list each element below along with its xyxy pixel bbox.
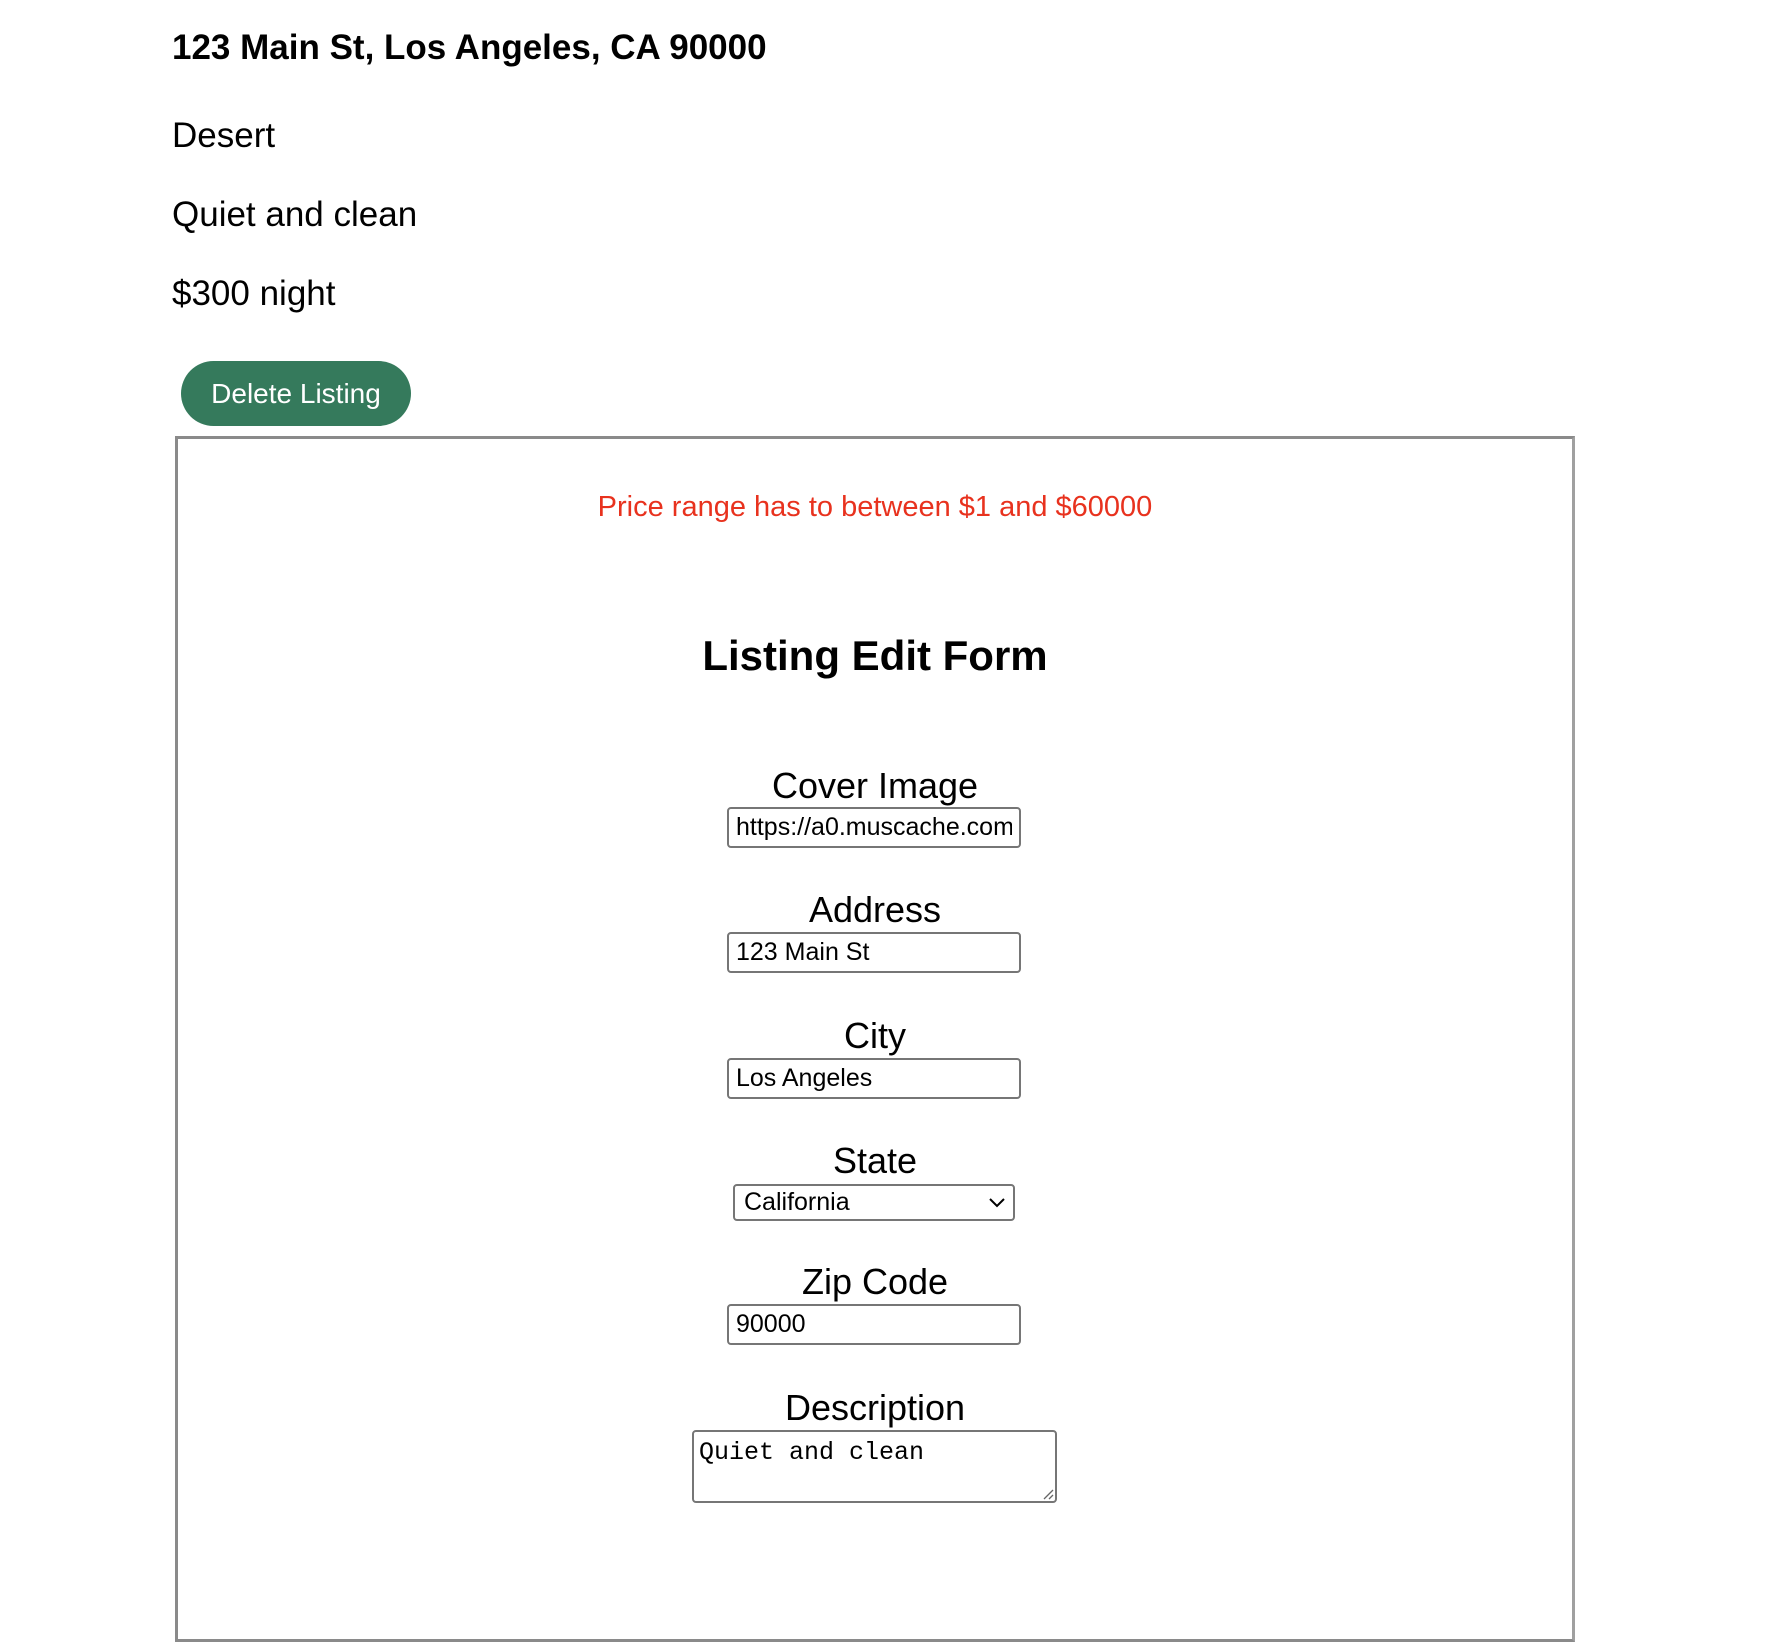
- listing-title: 123 Main St, Los Angeles, CA 90000: [172, 28, 767, 67]
- state-label: State: [832, 1140, 918, 1181]
- address-label: Address: [808, 889, 942, 930]
- description-label: Description: [784, 1387, 966, 1428]
- listing-description: Quiet and clean: [172, 195, 418, 234]
- state-select-value: California: [744, 1188, 850, 1216]
- city-input[interactable]: [727, 1058, 1021, 1099]
- chevron-down-icon: [989, 1198, 1005, 1208]
- cover-image-input[interactable]: [727, 807, 1021, 848]
- zip-code-input[interactable]: [727, 1304, 1021, 1345]
- error-message: Price range has to between $1 and $60000: [597, 491, 1153, 523]
- zip-code-label: Zip Code: [801, 1261, 949, 1302]
- resize-handle-icon[interactable]: [1042, 1488, 1054, 1500]
- description-textarea[interactable]: [692, 1430, 1057, 1503]
- listing-price: $300 night: [172, 274, 336, 313]
- delete-listing-button[interactable]: Delete Listing: [181, 361, 411, 426]
- city-label: City: [844, 1015, 906, 1056]
- state-select[interactable]: [733, 1184, 1015, 1221]
- cover-image-label: Cover Image: [771, 765, 979, 806]
- listing-name: Desert: [172, 116, 276, 155]
- address-input[interactable]: [727, 932, 1021, 973]
- form-heading: Listing Edit Form: [702, 632, 1048, 679]
